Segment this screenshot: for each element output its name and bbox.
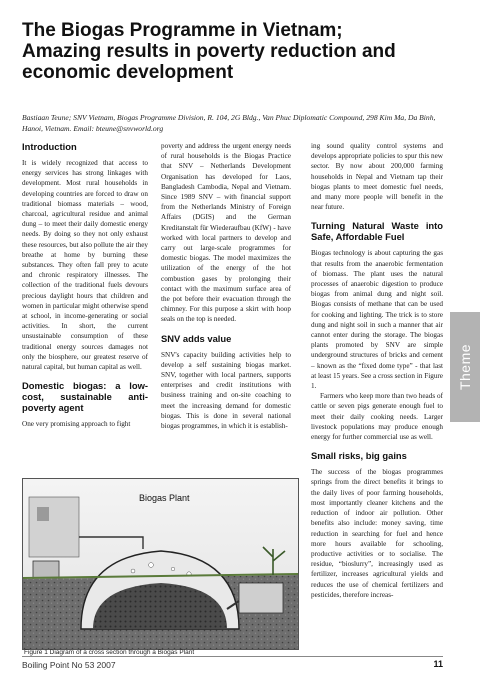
biogas-plant-figure bbox=[22, 478, 299, 650]
heading-introduction: Introduction bbox=[22, 141, 77, 152]
paragraph-farmers: Farmers who keep more than two heads of cattle or seven pigs generate enough fuel to meet their daily cooking needs. Larger livestock populations may produce enough energy for further commercial use as well. bbox=[311, 392, 443, 442]
outlet-chamber bbox=[239, 583, 283, 613]
paragraph-success: The success of the biogas programmes springs from the direct benefits it brings to the daily lives of poor farming households, most importantly cleaner kitchens and the reduction of indoor air pollution. Other benefits also include: money saving, time reduction in searching for fuel and hence more hours available for schooling, productive activities or to socialise. The residue, “bioslurry”, increasingly used as fertilizer, increases agricultural yields and reduces the use of chemical fertilizers and pesticides, therefore increas- bbox=[311, 468, 443, 599]
house-window bbox=[37, 507, 49, 521]
figure-caption: Figure 1 Diagram of a cross section through a Biogas Plant bbox=[24, 649, 195, 656]
heading-snv-adds-value: SNV adds value bbox=[161, 332, 232, 344]
heading-domestic-biogas: Domestic biogas: a low-cost, sustainable anti-poverty agent bbox=[22, 380, 148, 414]
paragraph-snv-adds-value: SNV's capacity building activities help to develop a self sustaining biogas market. SNV, together with local partners, supports enterprises and credit institutions with business training and on-site coaching to meet the increasing demand for domestic biogas. This is done in several national biogas programmes, in which it is establish- bbox=[161, 350, 291, 431]
diagram-label: Biogas Plant bbox=[139, 493, 190, 503]
heading-turning-waste: Turning Natural Waste into Safe, Affordable Fuel bbox=[311, 220, 443, 243]
paragraph-domestic-biogas: One very promising approach to fight bbox=[22, 420, 131, 429]
column-3 bbox=[311, 141, 443, 600]
theme-tab-label: Theme bbox=[457, 343, 473, 391]
biogas-plant-diagram bbox=[23, 479, 298, 649]
heading-small-risks: Small risks, big gains bbox=[311, 450, 407, 462]
article-title: The Biogas Programme in Vietnam; Amazing results in poverty reduction and economic development bbox=[22, 20, 396, 83]
journal-footer: Boiling Point No 53 2007 bbox=[22, 660, 116, 670]
page-number: 11 bbox=[433, 659, 443, 669]
paragraph-biogas-technology: Biogas technology is about capturing the gas that results from the anaerobic fermentation of biomass. The plant uses the natural processes of anaerobic digestion to produce biogas from animal dung and night soil. Biogas consists of methane that can be used for cooking and lighting. The trick is to store dung and night soil in such a manner that air cannot enter during the storage. The biogas plants promoted by SNV are simple underground structures of bricks and cement – known as the “fixed dome type” - that last at least 15 years. See a cross section in Figure 1. bbox=[311, 249, 443, 391]
theme-section-tab bbox=[450, 312, 480, 422]
author-affiliation: Bastiaan Teune; SNV Vietnam, Biogas Programme Division, R. 104, 2G Bldg., Van Phuc Diplomatic Compound, 298 Kim Ma, Da Binh, Hanoi, Vietnam. Email: bteune@snvworld.org bbox=[22, 113, 436, 133]
paragraph-quality-control: ing sound quality control systems and develops appropriate policies to spur this new sector. By now about 200,000 farming households in Nepal and Vietnam tap their biogas plants to meet domestic fuel needs, and many more people will benefit in the near future. bbox=[311, 142, 443, 212]
footer-divider bbox=[22, 656, 443, 657]
house-wall bbox=[29, 497, 79, 557]
column-1 bbox=[22, 141, 148, 429]
column-2 bbox=[161, 141, 291, 431]
paragraph-introduction: It is widely recognized that access to energy services has strong linkages with development. Most rural households in developing countries are forced to draw on traditional biomass materials – wood, charcoal, agricultural residue and animal dung – to meet their daily domestic energy needs. By doing so they not only exhaust these resources, but also pollute the air they breathe at home by burning these substances. They often fall prey to acute and chronic respiratory illnesses. The collection of the traditional fuels devours precious daylight hours that children and women in particular might otherwise spend at school, in income-generating or social activities. In short, the current unsustainable consumption of these traditional energy sources damages not only the biosphere, our greatest reserve of natural capital, but human capital as well. bbox=[22, 159, 148, 372]
paragraph-snv-practice: poverty and address the urgent energy needs of rural households is the Biogas Practice that SNV – Netherlands Development Organisation has developed for Laos, Bangladesh Cambodia, Nepal and Vietnam. Since 1989 SNV – with financial support from the Netherlands Ministry of Foreign Affairs (DGIS) and the German Kreditanstalt für Wiederaufbau (KfW) - have worked with local partners to develop and carry out large-scale programmes for domestic biogas. The model maximizes the utilization of the energy of the hot combustion gases by prolonging their contact with the maximum surface area of the pot before their evacuation through the chimney. For this purpose a skirt with hoop seals on the top is needed. bbox=[161, 142, 291, 324]
